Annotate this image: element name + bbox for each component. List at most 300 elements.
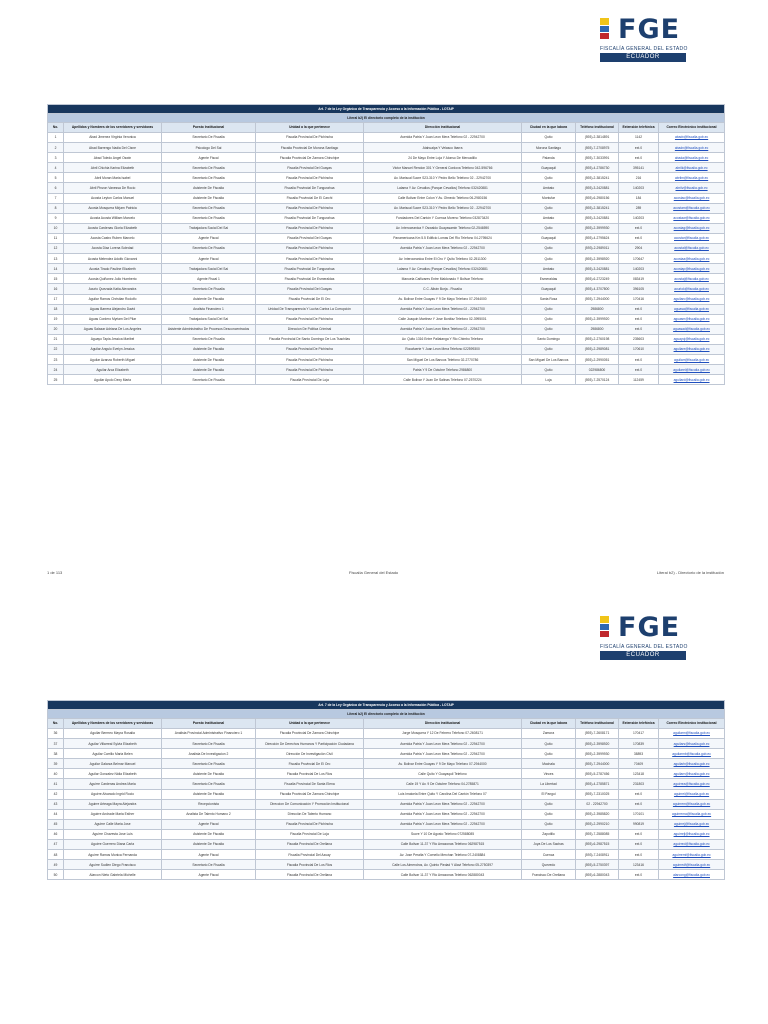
cell-no: 36 — [48, 729, 64, 739]
cell-unit: Direccion De Comunicación Y Promoción Institucional — [256, 799, 364, 809]
cell-city: Quito — [522, 749, 576, 759]
table-title: Art. 7 de la Ley Orgánica de Transparencia y Acceso a la Información Pública - LOTAIP — [48, 105, 725, 114]
header-address: Dirección institucional — [364, 123, 522, 133]
cell-position: Asistente Administrativo De Procesos Desconcentrados — [162, 324, 256, 334]
cell-position: Secretario De Fiscalia — [162, 860, 256, 870]
cell-extension: 216 — [619, 173, 659, 183]
cell-phone: (593)-7-2310025 — [576, 789, 619, 799]
cell-extension: ext.0 — [619, 840, 659, 850]
cell-no: 19 — [48, 314, 64, 324]
cell-position: Agente Fiscal — [162, 870, 256, 880]
cell-no: 46 — [48, 829, 64, 839]
cell-address: Avenida Patria Y Juan Leon Mera Telefono 02 - 22942700 — [364, 133, 522, 143]
cell-name: Acosta Mosquera Mirjam Patricia — [64, 203, 162, 213]
cell-email[interactable]: aguirrejl@fiscalia.gob.ec — [659, 829, 725, 839]
cell-position: Secretario De Fiscalia — [162, 334, 256, 344]
cell-position: Asistente De Fiscalia — [162, 294, 256, 304]
cell-no: 3 — [48, 153, 64, 163]
cell-unit: Unidad De Transparencia Y Lucha Contra La Corrupción — [256, 304, 364, 314]
cell-extension: 170647 — [619, 254, 659, 264]
cell-city: Quito — [522, 344, 576, 354]
cell-email[interactable]: aguilarr@fiscalia.gob.ec — [659, 355, 725, 365]
cell-no: 43 — [48, 799, 64, 809]
cell-city: Quito — [522, 254, 576, 264]
cell-position: Trabajadora Social Del Sai — [162, 223, 256, 233]
cell-extension: 140203 — [619, 213, 659, 223]
cell-no: 17 — [48, 294, 64, 304]
cell-email[interactable]: aguilarel@fiscalia.gob.ec — [659, 365, 725, 375]
cell-address: Av. Mariscal Sucre S23-310 Y Pedro Bello Telefono 02 - 22942700 — [364, 173, 522, 183]
cell-address: Av. Bolivar Entre Guayas Y 9 De Mayo Telefono 07-2944000 — [364, 294, 522, 304]
cell-position: Asistente De Fiscalia — [162, 355, 256, 365]
cell-city: Quito — [522, 799, 576, 809]
cell-phone: (593)-6-2880043 — [576, 870, 619, 880]
cell-no: 25 — [48, 375, 64, 385]
cell-position: Secretario De Fiscalia — [162, 759, 256, 769]
cell-address: Av. Quito 1316 Entre Pallatanga Y Rio Chimbo Telefono — [364, 334, 522, 344]
cell-email[interactable]: acostac@fiscalia.gob.ec — [659, 193, 725, 203]
cell-no: 23 — [48, 355, 64, 365]
cell-address: Lalama Y Av. Cevallos (Parque Cevallos) Telefono 032420881 — [364, 264, 522, 274]
table-row — [48, 163, 725, 173]
cell-phone: (593)-2-2990051 — [576, 355, 619, 365]
cell-email[interactable]: acostaw@fiscalia.gob.ec — [659, 213, 725, 223]
cell-email[interactable]: alarcong@fiscalia.gob.ec — [659, 870, 725, 880]
cell-city: La Libertad — [522, 779, 576, 789]
cell-extension: 70409 — [619, 759, 659, 769]
cell-email[interactable]: aguirrea@fiscalia.gob.ec — [659, 779, 725, 789]
cell-email[interactable]: acostam@fiscalia.gob.ec — [659, 203, 725, 213]
cell-phone: (593)-6-2987515 — [576, 840, 619, 850]
cell-extension: 112459 — [619, 375, 659, 385]
table-row — [48, 213, 725, 223]
cell-unit: Fiscalia Provincial De Morona Santiago — [256, 143, 364, 153]
table-row — [48, 133, 725, 143]
cell-email[interactable]: acostap@fiscalia.gob.ec — [659, 264, 725, 274]
cell-unit: Fiscalia Provincial De Pichincha — [256, 254, 364, 264]
cell-no: 4 — [48, 163, 64, 173]
cell-extension: 289 — [619, 203, 659, 213]
cell-extension: 083419 — [619, 274, 659, 284]
cell-extension: 990819 — [619, 819, 659, 829]
cell-city: Machala — [522, 759, 576, 769]
cell-address: Calle Bolivar Entre Colon Y Av. Olmedo Telefono 06-2980156 — [364, 193, 522, 203]
cell-address: Calle 19 Y Av. 9 De Octubre Telefono 04-2785871 — [364, 779, 522, 789]
table-row — [48, 173, 725, 183]
cell-phone: 2986800 — [576, 324, 619, 334]
cell-email[interactable]: aguasad@fiscalia.gob.ec — [659, 324, 725, 334]
cell-no: 5 — [48, 173, 64, 183]
cell-name: Acosta Tirado Pauline Elizabeth — [64, 264, 162, 274]
cell-phone: (593)-6-2980156 — [576, 193, 619, 203]
cell-address: Calle Bolivar Y Juan De Salinas Telefono 07-2570224 — [364, 375, 522, 385]
cell-phone: (593)-3-2420881 — [576, 213, 619, 223]
cell-address: Victor Manuel Rendon 301 Y General Cordova Telefono 042-596766 — [364, 163, 522, 173]
cell-position: Secretario De Fiscalia — [162, 173, 256, 183]
cell-no: 45 — [48, 819, 64, 829]
logo-text: FGE — [618, 612, 681, 643]
cell-address: Av. Mariscal Sucre S23-310 Y Pedro Bello Telefono 02 - 22942700 — [364, 203, 522, 213]
cell-extension: 170417 — [619, 729, 659, 739]
cell-unit: Fiscalia Provincial De Pichincha — [256, 133, 364, 143]
cell-position: Asistente De Fiscalia — [162, 769, 256, 779]
cell-city: San Miguel De Los Bancos — [522, 355, 576, 365]
cell-address: Avenida Patria Y Juan Leon Mera Telefono 02 - 22942700 — [364, 244, 522, 254]
cell-unit: Fiscalia Provincial De Orellana — [256, 840, 364, 850]
cell-phone: (593)-7-2408911 — [576, 850, 619, 860]
cell-address: Atahualpa Y Velasco Ibarra — [364, 143, 522, 153]
cell-unit: Fiscalia Provincial Del Guayas — [256, 163, 364, 173]
cell-email[interactable]: acostar@fiscalia.gob.ec — [659, 233, 725, 243]
table-row — [48, 860, 725, 870]
header-position: Puesto Institucional — [162, 719, 256, 729]
cell-no: 39 — [48, 759, 64, 769]
logo-country: ECUADOR — [626, 54, 660, 60]
cell-no: 40 — [48, 769, 64, 779]
table-row — [48, 233, 725, 243]
cell-phone: (593)-2-2989081 — [576, 344, 619, 354]
cell-address: Calle Bolivar 11-37 Y Rio Amazonas Telefono 062880043 — [364, 870, 522, 880]
cell-city: Quito — [522, 809, 576, 819]
cell-address: Avenida Patria Y Juan Leon Mera Telefono 02 - 22942700 — [364, 799, 522, 809]
cell-city: Morona Santiago — [522, 143, 576, 153]
cell-name: Abril Moran Maria Isabel — [64, 173, 162, 183]
column-headers — [48, 123, 725, 133]
cell-no: 14 — [48, 264, 64, 274]
cell-unit: Fiscalia Provincial De El Oro — [256, 759, 364, 769]
table-row — [48, 153, 725, 163]
cell-city: Francisco De Orellana — [522, 870, 576, 880]
cell-no: 8 — [48, 203, 64, 213]
header-address: Dirección institucional — [364, 719, 522, 729]
cell-phone: (593)-7-3033991 — [576, 153, 619, 163]
cell-extension: ext.0 — [619, 143, 659, 153]
cell-name: Aguilar Arca Elizabeth — [64, 365, 162, 375]
cell-phone: (593)-2-3998920 — [576, 739, 619, 749]
cell-extension: 396105 — [619, 284, 659, 294]
cell-position: Analista De Investigacion 2 — [162, 749, 256, 759]
cell-unit: Fiscalia Provincial De Pichincha — [256, 819, 364, 829]
cell-phone: 2986800 — [576, 304, 619, 314]
cell-unit: Fiscalia Provincial De El Carchi — [256, 193, 364, 203]
cell-phone: (593)-7-2708975 — [576, 143, 619, 153]
cell-unit: Fiscalia Provincial De Los Rios — [256, 860, 364, 870]
cell-position: Asistente De Fiscalia — [162, 789, 256, 799]
cell-name: Aguilar Angulo Evelyn Jessica — [64, 344, 162, 354]
table-row — [48, 254, 725, 264]
cell-city: Zapotillo — [522, 829, 576, 839]
cell-phone: (593)-2-3985820 — [576, 809, 619, 819]
table-row — [48, 749, 725, 759]
cell-email[interactable]: aguayoj@fiscalia.gob.ec — [659, 334, 725, 344]
cell-email[interactable]: aguilarc@fiscalia.gob.ec — [659, 294, 725, 304]
cell-email[interactable]: acostaj@fiscalia.gob.ec — [659, 274, 725, 284]
cell-unit: Fiscalia Provincial Del Azuay — [256, 850, 364, 860]
cell-no: 37 — [48, 739, 64, 749]
cell-email[interactable]: aguirremf@fiscalia.gob.ec — [659, 850, 725, 860]
header-phone: Teléfono institucional — [576, 719, 619, 729]
cell-city: El Pangui — [522, 789, 576, 799]
cell-extension: ext.0 — [619, 223, 659, 233]
cell-address: Calle Quito Y Guayaquil Telefono — [364, 769, 522, 779]
cell-extension: ext.0 — [619, 304, 659, 314]
cell-city: Quito — [522, 739, 576, 749]
cell-name: Aguas Salazar Adriana De Los Angeles — [64, 324, 162, 334]
cell-email[interactable]: abadn@fiscalia.gob.ec — [659, 143, 725, 153]
table-row — [48, 244, 725, 254]
cell-extension: 1142 — [619, 133, 659, 143]
cell-email[interactable]: aguilars@fiscalia.gob.ec — [659, 739, 725, 749]
cell-city: Quito — [522, 223, 576, 233]
cell-address: Calle Joaquin Martinez Y Jose Bonifaz Telefono 02-3995001 — [364, 314, 522, 324]
cell-name: Aguirre Guerrero Diana Carla — [64, 840, 162, 850]
table-row — [48, 314, 725, 324]
cell-extension: ext.0 — [619, 799, 659, 809]
table-body — [48, 133, 725, 385]
table-body — [48, 729, 725, 880]
cell-name: Alarcon Nieto Gabriela Michelle — [64, 870, 162, 880]
cell-address: Avenida Patria Y Juan Leon Mera Telefono 02 - 22942700 — [364, 304, 522, 314]
cell-name: Abril Chichia Karina Elizabeth — [64, 163, 162, 173]
cell-unit: Fiscalia Provincial De Pichincha — [256, 173, 364, 183]
cell-name: Acurio Quezada Katia Alexandra — [64, 284, 162, 294]
table-row — [48, 334, 725, 344]
cell-address: Rocafuerte Y Juan Leon Mera Telefono 022599300 — [364, 344, 522, 354]
cell-position: Secretario De Fiscalia — [162, 163, 256, 173]
fge-logo — [600, 614, 686, 670]
table-row — [48, 789, 725, 799]
cell-email[interactable]: aguirredf@fiscalia.gob.ec — [659, 860, 725, 870]
table-row — [48, 203, 725, 213]
cell-unit: Fiscalia Provincial De El Oro — [256, 294, 364, 304]
logo-country: ECUADOR — [626, 652, 660, 658]
cell-unit: Fiscalia Provincial De Tungurahua — [256, 213, 364, 223]
column-headers — [48, 719, 725, 729]
cell-email[interactable]: aguilard@fiscalia.gob.ec — [659, 375, 725, 385]
cell-position: Asistente De Fiscalia — [162, 365, 256, 375]
cell-unit: Fiscalia Provincial De Pichincha — [256, 365, 364, 375]
cell-email[interactable]: abrilk@fiscalia.gob.ec — [659, 163, 725, 173]
cell-phone: (593)-7-2944000 — [576, 759, 619, 769]
cell-name: Aguayo Tapia Jessica Maribel — [64, 334, 162, 344]
cell-phone: (593)-3-2420881 — [576, 183, 619, 193]
cell-address: 24 De Mayo Entre Loja Y Alonso De Mercadillo — [364, 153, 522, 163]
fge-logo — [600, 16, 686, 72]
cell-email[interactable]: aguilare@fiscalia.gob.ec — [659, 344, 725, 354]
cell-position: Asistente De Fiscalia — [162, 183, 256, 193]
cell-phone: 022986800 — [576, 365, 619, 375]
cell-unit: Dirección De Talento Humano — [256, 809, 364, 819]
cell-email[interactable]: aguilarmb@fiscalia.gob.ec — [659, 749, 725, 759]
cell-city: Montufar — [522, 193, 576, 203]
cell-email[interactable]: aguirred@fiscalia.gob.ec — [659, 840, 725, 850]
table-row — [48, 294, 725, 304]
cell-extension: ext.0 — [619, 233, 659, 243]
cell-address: Av. Interoceanica Y Oswaldo Guayasamin Telefono 02-2546590 — [364, 223, 522, 233]
cell-email[interactable]: acostag@fiscalia.gob.ec — [659, 223, 725, 233]
cell-unit: Fiscalia Provincial De Pichincha — [256, 244, 364, 254]
table-row — [48, 769, 725, 779]
table-row — [48, 304, 725, 314]
cell-address: Avenida Patria Y Juan Leon Mera Telefono 02 - 22942700 — [364, 749, 522, 759]
cell-position: Agente Fiscal — [162, 254, 256, 264]
cell-position: Asistente De Fiscalia — [162, 829, 256, 839]
cell-address: Av. Interoceanica Entre El Oro Y Quito Telefono 02-2511300 — [364, 254, 522, 264]
cell-name: Aguilar Azanza Roberth Miguel — [64, 355, 162, 365]
cell-name: Aguirre Ramos Monica Fernanda — [64, 850, 162, 860]
cell-extension: 395141 — [619, 163, 659, 173]
cell-address: Lalama Y Av. Cevallos (Parque Cevallos) Telefono 032420881 — [364, 183, 522, 193]
cell-email[interactable]: aguirrema@fiscalia.gob.ec — [659, 809, 725, 819]
cell-extension: 140203 — [619, 264, 659, 274]
table-row — [48, 850, 725, 860]
cell-email[interactable]: acostal@fiscalia.gob.ec — [659, 244, 725, 254]
cell-position: Agente Fiscal — [162, 850, 256, 860]
cell-extension: ext.0 — [619, 153, 659, 163]
cell-no: 24 — [48, 365, 64, 375]
cell-unit: Fiscalia Provincial De Esmeraldas — [256, 274, 364, 284]
cell-no: 47 — [48, 840, 64, 850]
header-city: Ciudad en la que labora — [522, 719, 576, 729]
cell-name: Abril Pinzon Vanessa De Rocio — [64, 183, 162, 193]
cell-position: Agente Fiscal 1 — [162, 274, 256, 284]
cell-no: 7 — [48, 193, 64, 203]
cell-no: 16 — [48, 284, 64, 294]
cell-email[interactable]: acostaa@fiscalia.gob.ec — [659, 254, 725, 264]
cell-email[interactable]: aguirrei@fiscalia.gob.ec — [659, 789, 725, 799]
cell-unit: Fiscalia Provincial Del Guayas — [256, 284, 364, 294]
cell-unit: Fiscalia Provincial De Loja — [256, 375, 364, 385]
cell-unit: Fiscalia Provincial De Tungurahua — [256, 183, 364, 193]
cell-city: Joya De Los Sachas — [522, 840, 576, 850]
cell-name: Acosta Acosta William Marcelo — [64, 213, 162, 223]
cell-position: Asistente De Fiscalia — [162, 344, 256, 354]
cell-position: Trabajadora Social Del Sai — [162, 264, 256, 274]
cell-city: Quito — [522, 244, 576, 254]
cell-position: Analista De Talento Humano 2 — [162, 809, 256, 819]
cell-extension: 170416 — [619, 294, 659, 304]
cell-city: Esmeraldas — [522, 274, 576, 284]
table-row — [48, 829, 725, 839]
cell-email[interactable]: aguilarb@fiscalia.gob.ec — [659, 759, 725, 769]
cell-phone: (593)-4-2785871 — [576, 779, 619, 789]
cell-address: Avenida Patria Y Juan Leon Mera Telefono 02 - 22942700 — [364, 324, 522, 334]
cell-email[interactable]: abrilm@fiscalia.gob.ec — [659, 173, 725, 183]
table-row — [48, 779, 725, 789]
cell-no: 10 — [48, 223, 64, 233]
cell-name: Aguirre Arteaga Mayra Alejandra — [64, 799, 162, 809]
cell-city: Quito — [522, 173, 576, 183]
cell-email[interactable]: aguilarn@fiscalia.gob.ec — [659, 769, 725, 779]
table-row — [48, 223, 725, 233]
cell-no: 42 — [48, 789, 64, 799]
cell-name: Aguirre Andrade Maria Esther — [64, 809, 162, 819]
cell-extension: ext.0 — [619, 850, 659, 860]
cell-name: Acosta Melendez Adolfo Giovanni — [64, 254, 162, 264]
logo-text: FGE — [618, 14, 681, 45]
cell-position: Analista Provincial Administrativo Financiero 1 — [162, 729, 256, 739]
cell-position: Secretario De Fiscalia — [162, 133, 256, 143]
header-email: Correo Electrónico institucional — [659, 719, 725, 729]
cell-email[interactable]: abada@fiscalia.gob.ec — [659, 153, 725, 163]
cell-position: Secretario De Fiscalia — [162, 203, 256, 213]
cell-name: Aguas Barrera Alejandro David — [64, 304, 162, 314]
cell-no: 15 — [48, 274, 64, 284]
cell-city: Santo Domingo — [522, 334, 576, 344]
cell-address: San Miguel De Los Bancos Telefono 02-2770786 — [364, 355, 522, 365]
table-row — [48, 759, 725, 769]
cell-name: Acosta Leyton Carlos Manuel — [64, 193, 162, 203]
cell-address: Av. Bolivar Entre Guayas Y 9 De Mayo Telefono 07-2944000 — [364, 759, 522, 769]
cell-unit: Fiscalia Provincial De Santo Domingo De Los Tsachilas — [256, 334, 364, 344]
cell-city: Quito — [522, 819, 576, 829]
table-row — [48, 809, 725, 819]
cell-unit: Direccion De Politica Criminal — [256, 324, 364, 334]
cell-name: Aguilar Gonzalez Nidia Elizabeth — [64, 769, 162, 779]
cell-no: 12 — [48, 244, 64, 254]
table-row — [48, 870, 725, 880]
cell-address: Avenida Patria Y Juan Leon Mera Telefono 02 - 22942700 — [364, 819, 522, 829]
cell-phone: (593)-2-3999930 — [576, 749, 619, 759]
header-phone: Teléfono institucional — [576, 123, 619, 133]
cell-no: 11 — [48, 233, 64, 243]
cell-extension: ext.0 — [619, 870, 659, 880]
cell-city: Guayaquil — [522, 284, 576, 294]
cell-no: 6 — [48, 183, 64, 193]
cell-email[interactable]: aguirrej@fiscalia.gob.ec — [659, 819, 725, 829]
cell-unit: Fiscalia Provincial De Loja — [256, 829, 364, 839]
cell-phone: (593)-7-2588085 — [576, 829, 619, 839]
cell-no: 22 — [48, 344, 64, 354]
cell-position: Psicologo Del Sai — [162, 143, 256, 153]
cell-email[interactable]: aguasm@fiscalia.gob.ec — [659, 314, 725, 324]
cell-no: 9 — [48, 213, 64, 223]
cell-phone: (593)-3-2420881 — [576, 264, 619, 274]
cell-city: Quevedo — [522, 860, 576, 870]
cell-email[interactable]: abrilv@fiscalia.gob.ec — [659, 183, 725, 193]
table-title: Art. 7 de la Ley Orgánica de Transparencia y Acceso a la Información Pública - LOTAIP — [48, 701, 725, 710]
cell-email[interactable]: aguasa@fiscalia.gob.ec — [659, 304, 725, 314]
cell-name: Aguilar Carrillo Maria Belen — [64, 749, 162, 759]
cell-position: Analista Financiero 1 — [162, 304, 256, 314]
cell-email[interactable]: aguirrem@fiscalia.gob.ec — [659, 799, 725, 809]
cell-city: Quito — [522, 203, 576, 213]
cell-no: 49 — [48, 860, 64, 870]
page-number: 1 de 113 — [47, 570, 63, 575]
directory-table — [47, 700, 725, 880]
cell-city: Santa Rosa — [522, 294, 576, 304]
table-row — [48, 193, 725, 203]
cell-address: Calle Los Almendros, Av. Quinto Piedad Y Alavi Telefono 05-2750397 — [364, 860, 522, 870]
table-row — [48, 840, 725, 850]
cell-extension: 170839 — [619, 739, 659, 749]
cell-name: Aguirre Calle Maria Jose — [64, 819, 162, 829]
cell-unit: Fiscalia Provincial De Zamora Chinchipe — [256, 789, 364, 799]
cell-email[interactable]: acuriok@fiscalia.gob.ec — [659, 284, 725, 294]
cell-address: Patria Y 9 De Octubre Telefono 2986800 — [364, 365, 522, 375]
cell-no: 20 — [48, 324, 64, 334]
cell-position: Recepcionista — [162, 799, 256, 809]
cell-extension: ext.0 — [619, 355, 659, 365]
cell-phone: (593)-7-2570124 — [576, 375, 619, 385]
cell-unit: Dirección De Derechos Humanos Y Participación Ciudadana — [256, 739, 364, 749]
cell-phone: (593)-2-2989011 — [576, 244, 619, 254]
cell-email[interactable]: aguilarm@fiscalia.gob.ec — [659, 729, 725, 739]
header-extension: Extensión telefónica — [619, 123, 659, 133]
cell-email[interactable]: abadv@fiscalia.gob.ec — [659, 133, 725, 143]
cell-position: Agente Fiscal — [162, 233, 256, 243]
cell-name: Aguilar Bermeo Mayra Rosalia — [64, 729, 162, 739]
